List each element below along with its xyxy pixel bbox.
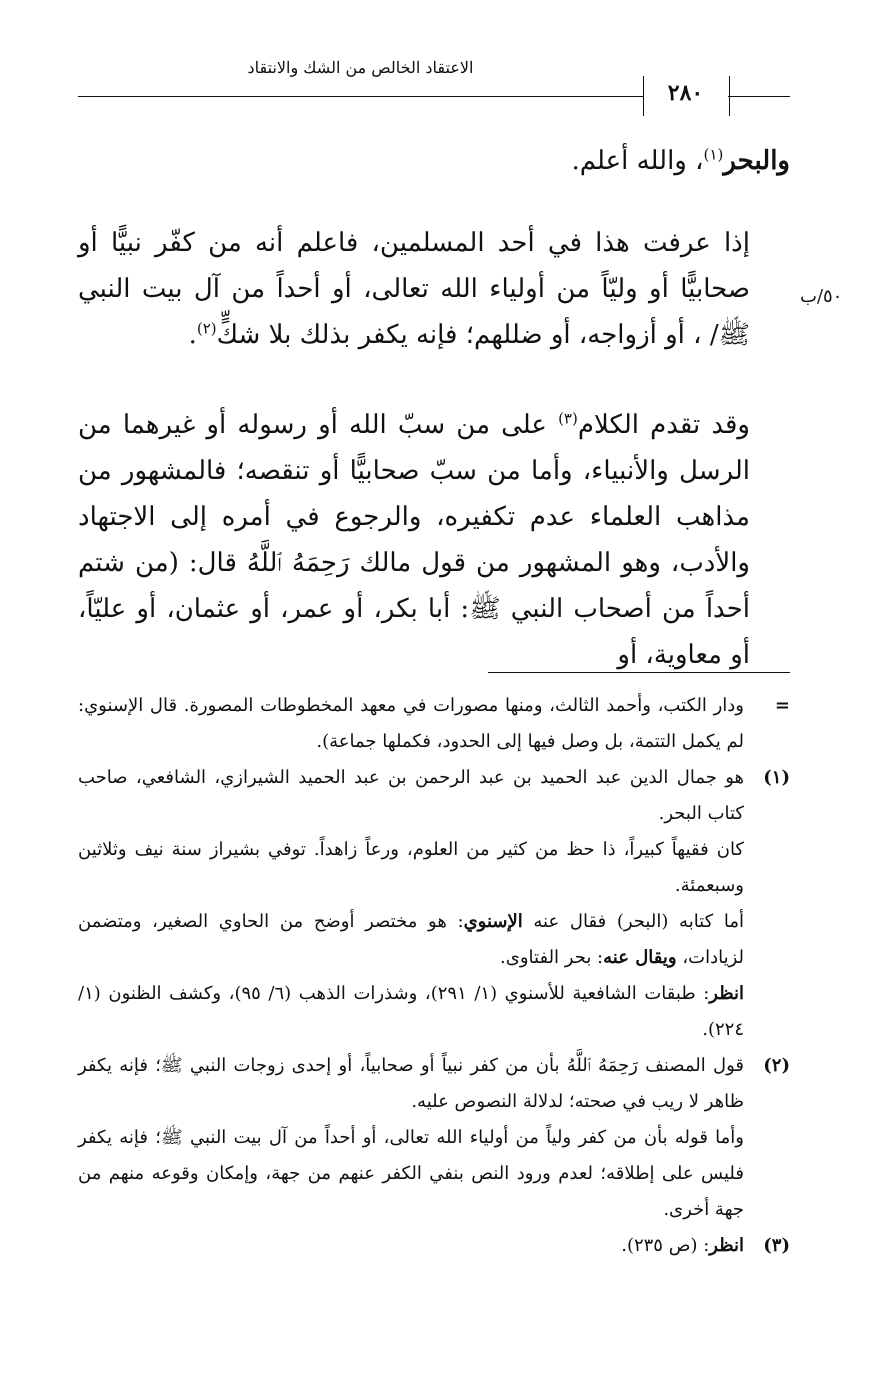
paragraph-3 [78,402,790,678]
footnote-body [78,688,744,760]
paragraph-2-end: . [188,320,197,350]
footnote-span: أما كتابه (البحر) فقال عنه [522,911,744,932]
footnote-3 [78,1228,790,1264]
footnote-text: ودار الكتب، وأحمد الثالث، ومنها مصورات في معهد المخطوطات المصورة. قال الإسنوي: لم يكمل التتمة، بل وصل فيها إلى الحدود، فكملها جماعة). [78,695,744,752]
footnote-span: : هو مختصر أوضح من الحاوي الصغير، ومتضمن لزيادات، [78,911,744,968]
footnote-marker: = [774,695,790,716]
margin-folio-note: ٥٠/ب [800,286,843,307]
footnote-text: كان فقيهاً كبيراً، ذا حظ من كثير من العلوم، ورعاً زاهداً. توفي بشيراز سنة نيف وثلاثين وسبعمئة. [78,839,744,896]
footnotes [78,688,790,1264]
footnote-marker: (١) [763,767,790,788]
footnote-span: : طبقات الشافعية للأسنوي (١/ ٢٩١)، وشذرات الذهب (٦/ ٩٥)، وكشف الظنون (١/ ٢٢٤). [78,983,744,1040]
paragraph-1 [78,138,790,184]
footnote-ref-1[interactable]: (١) [703,145,724,164]
paragraph-2 [78,220,790,358]
footnote-span: : (ص ٢٣٥). [621,1235,710,1256]
paragraph-3-text: على من سبّ الله أو رسوله أو غيرهما من الرسل والأنبياء، وأما من سبّ صحابيًّا أو تنقصه؛ فالمشهور من مذاهب العلماء عدم تكفيره، والرجوع في أمره إلى الاجتهاد والأدب، وهو المشهور من قول مالك رَحِمَهُ ٱللَّهُ قال: (من شتم أحداً من أصحاب النبي ﷺ: أبا بكر، أو عمر، أو عثمان، أو عليّاً، أو معاوية، أو [78,410,750,670]
paragraph-1-text: ، والله أعلم. [571,146,704,176]
footnote-bold: انظر [709,1235,744,1256]
footnote-ref-3[interactable]: (٣) [558,409,578,428]
footnote-text: هو جمال الدين عبد الحميد بن عبد الرحمن بن عبد الحميد الشيرازي، الشافعي، صاحب كتاب البحر. [78,767,744,824]
running-header [78,58,790,118]
footnote-text [78,904,744,976]
header-rule-tail [728,96,790,97]
header-title: الاعتقاد الخالص من الشك والانتقاد [247,58,474,77]
footnote-1 [78,760,790,1048]
footnote-text: قول المصنف رَحِمَهُ ٱللَّهُ بأن من كفر نبياً أو صحابياً، أو إحدى زوجات النبي ﷺ؛ فإنه يكفر ظاهر لا ريب في صحته؛ لدلالة النصوص عليه. [78,1055,744,1112]
lead-word: والبحر [723,146,790,176]
paragraph-3-start: وقد تقدم الكلام [577,410,750,440]
footnote-body [78,760,744,1048]
paragraph-2-text: إذا عرفت هذا في أحد المسلمين، فاعلم أنه من كفّر نبيًّا أو صحابيًّا أو وليّاً من أولياء الله تعالى، أو أحداً من آل بيت النبي ﷺ/ ، أو أزواجه، أو ضللهم؛ فإنه يكفر بذلك بلا شكٍّ [78,228,750,350]
footnote-text [78,976,744,1048]
footnote-text [78,1228,744,1264]
footnote-continuation [78,688,790,760]
footnote-2 [78,1048,790,1228]
footnote-bold: الإسنوي [463,911,523,932]
footnote-ref-2[interactable]: (٢) [196,319,217,338]
footnote-body [78,1228,744,1264]
footnote-text: وأما قوله بأن من كفر ولياً من أولياء الله تعالى، أو أحداً من آل بيت النبي ﷺ؛ فإنه يكفر فليس على إطلاقه؛ لعدم ورود النص بنفي الكفر عنهم من جهة، وإمكان وقوعه منهم من جهة أخرى. [78,1127,744,1220]
footnote-marker: (٣) [763,1235,790,1256]
footnote-separator [488,672,790,673]
footnote-span: : بحر الفتاوى. [500,947,604,968]
footnote-bold: انظر [709,983,745,1004]
footnote-bold: ويقال عنه [603,947,677,968]
footnote-body [78,1048,744,1228]
header-rule [78,96,643,97]
footnote-marker: (٢) [763,1055,790,1076]
main-text [78,138,790,678]
page-number: ٢٨٠ [667,80,704,106]
